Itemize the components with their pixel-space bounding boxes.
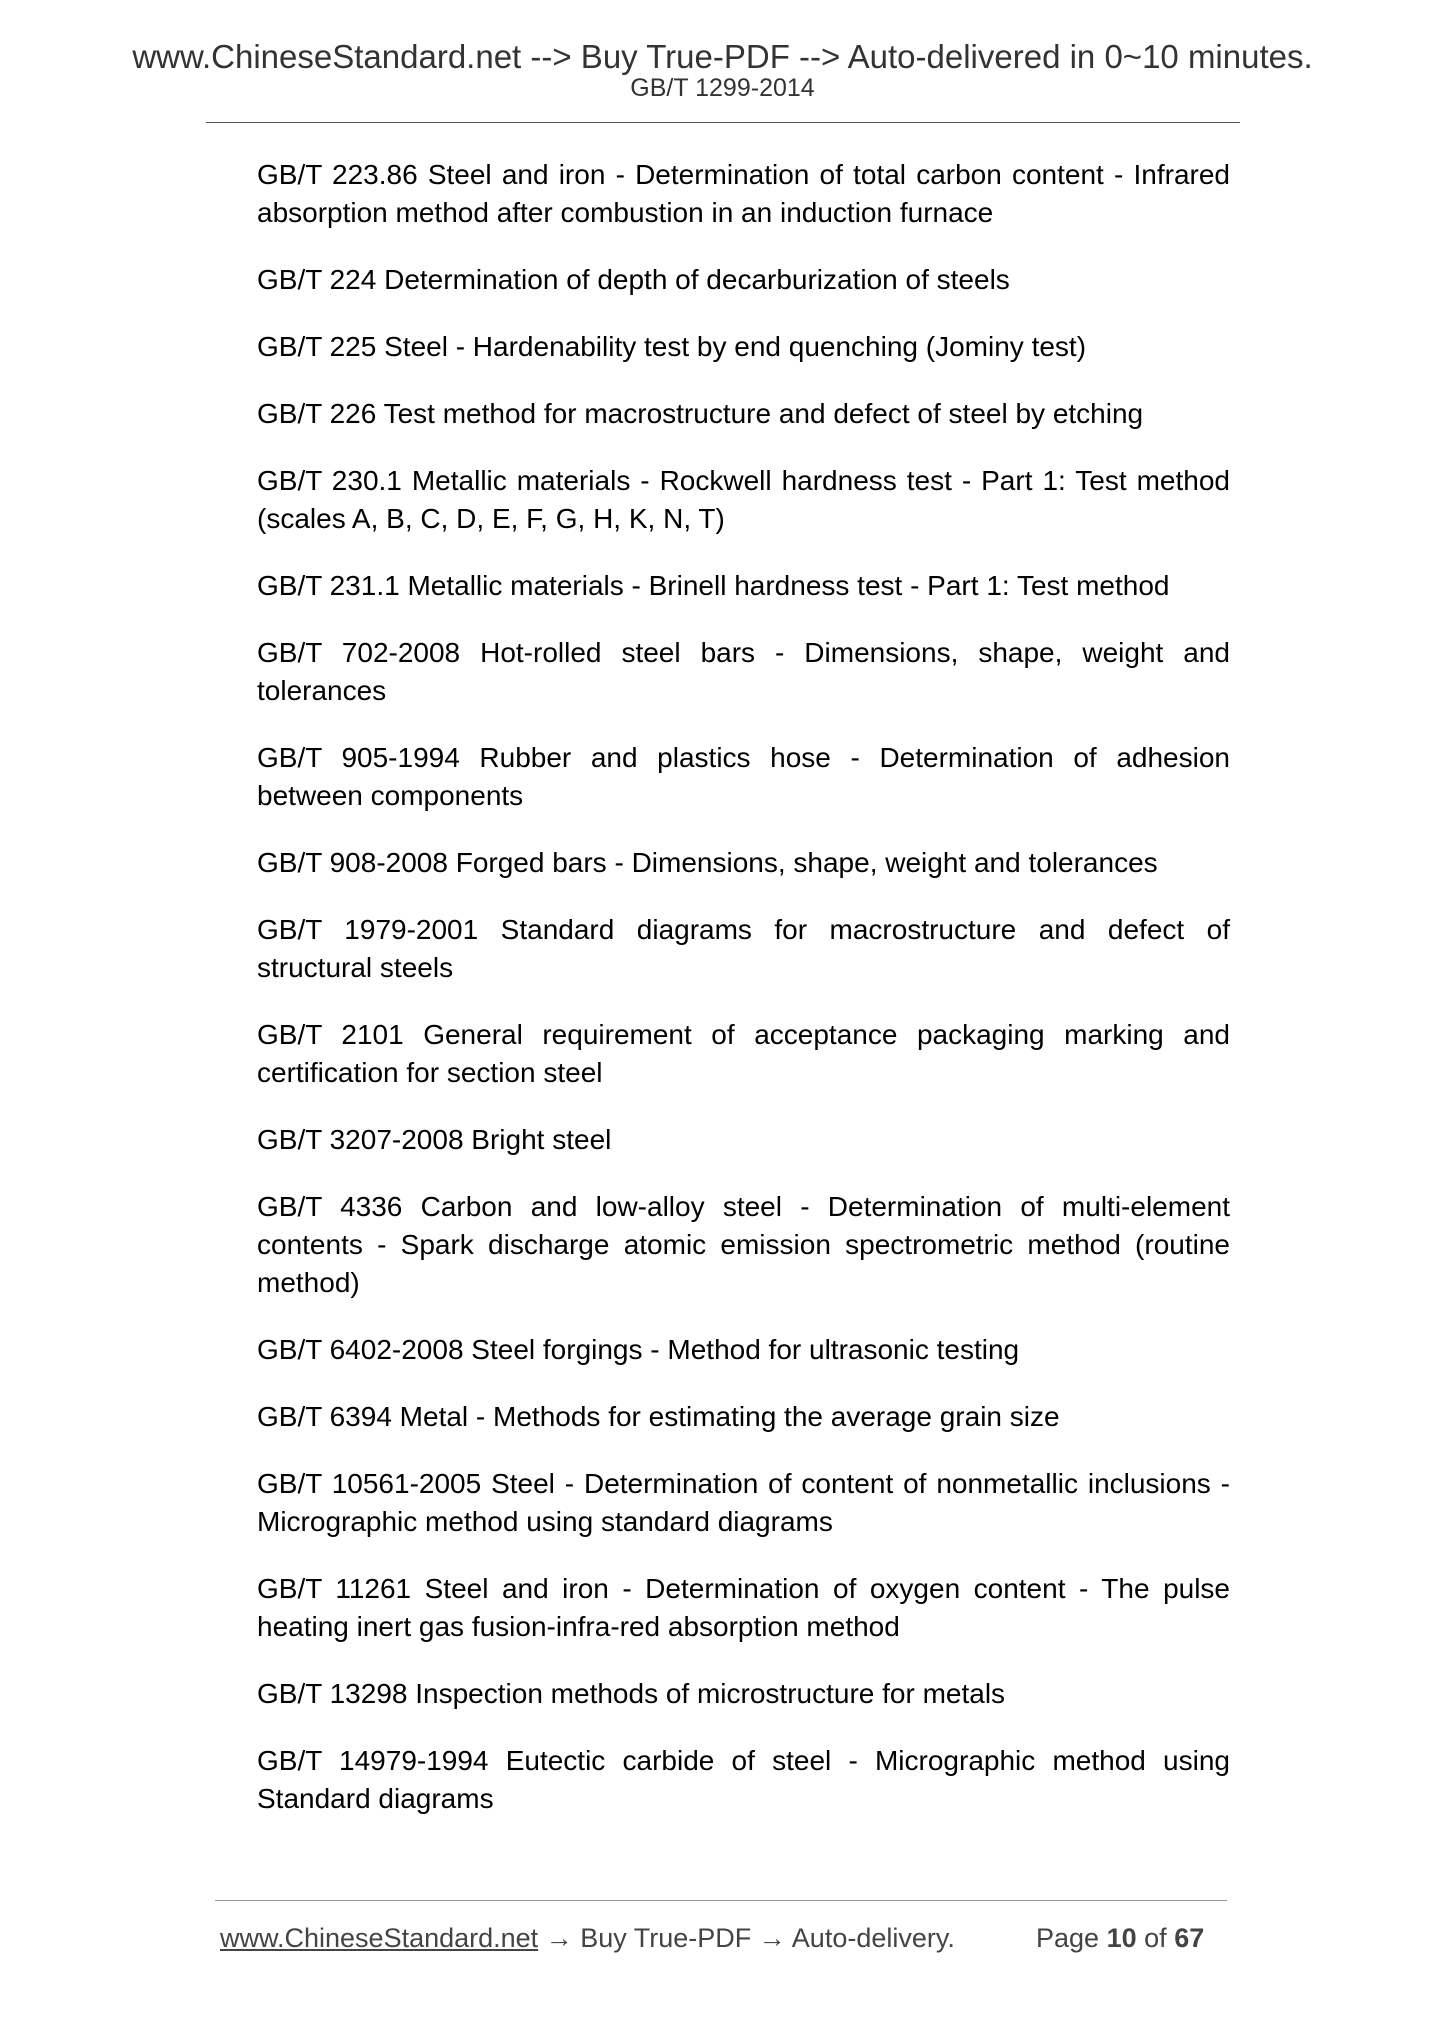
reference-item: GB/T 702-2008 Hot-rolled steel bars - Dimensions, shape, weight and tolerances [257, 637, 1230, 706]
reference-item: GB/T 11261 Steel and iron - Determination of oxygen content - The pulse heating inert gas fusion-infra-red absorption method [257, 1573, 1230, 1642]
footer-buy-text: Buy True-PDF [580, 1923, 752, 1953]
arrow-right-icon: → [545, 1923, 573, 1953]
reference-item: GB/T 908-2008 Forged bars - Dimensions, shape, weight and tolerances [257, 847, 1158, 878]
of-label: of [1144, 1923, 1167, 1953]
normative-references-list [257, 156, 1230, 1847]
page-label: Page [1036, 1923, 1100, 1953]
reference-item: GB/T 905-1994 Rubber and plastics hose - Determination of adhesion between components [257, 742, 1230, 811]
reference-item: GB/T 1979-2001 Standard diagrams for macrostructure and defect of structural steels [257, 914, 1230, 983]
arrow-right-icon: → [758, 1923, 786, 1953]
footer-site-link[interactable]: www.ChineseStandard.net [220, 1923, 539, 1953]
page-number: 10 [1106, 1923, 1137, 1953]
reference-item: GB/T 223.86 Steel and iron - Determination of total carbon content - Infrared absorption method after combustion in an induction furnace [257, 159, 1230, 228]
reference-item: GB/T 4336 Carbon and low-alloy steel - Determination of multi-element contents - Spark discharge atomic emission spectrometric method (routine method) [257, 1191, 1230, 1298]
footer-divider [215, 1900, 1227, 1901]
footer-links [220, 1922, 955, 1954]
header-divider [206, 122, 1240, 123]
reference-item: GB/T 10561-2005 Steel - Determination of content of nonmetallic inclusions - Micrographic method using standard diagrams [257, 1468, 1230, 1537]
footer-delivery-text: Auto-delivery. [791, 1923, 955, 1953]
reference-item: GB/T 231.1 Metallic materials - Brinell hardness test - Part 1: Test method [257, 570, 1170, 601]
reference-item: GB/T 14979-1994 Eutectic carbide of steel - Micrographic method using Standard diagrams [257, 1745, 1230, 1814]
page-indicator [1036, 1922, 1204, 1954]
reference-item: GB/T 13298 Inspection methods of microstructure for metals [257, 1678, 1006, 1709]
reference-item: GB/T 2101 General requirement of acceptance packaging marking and certification for section steel [257, 1019, 1230, 1088]
reference-item: GB/T 226 Test method for macrostructure and defect of steel by etching [257, 398, 1144, 429]
top-banner: www.ChineseStandard.net --> Buy True-PDF --> Auto-delivered in 0~10 minutes. [132, 38, 1313, 75]
reference-item: GB/T 6402-2008 Steel forgings - Method for ultrasonic testing [257, 1334, 1020, 1365]
reference-item: GB/T 225 Steel - Hardenability test by end quenching (Jominy test) [257, 331, 1087, 362]
reference-item: GB/T 224 Determination of depth of decarburization of steels [257, 264, 1010, 295]
reference-item: GB/T 230.1 Metallic materials - Rockwell hardness test - Part 1: Test method (scales A, B, C, D, E, F, G, H, K, N, T) [257, 465, 1230, 534]
reference-item: GB/T 6394 Metal - Methods for estimating the average grain size [257, 1401, 1060, 1432]
reference-item: GB/T 3207-2008 Bright steel [257, 1124, 612, 1155]
total-pages: 67 [1174, 1923, 1205, 1953]
document-code: GB/T 1299-2014 [630, 74, 815, 102]
